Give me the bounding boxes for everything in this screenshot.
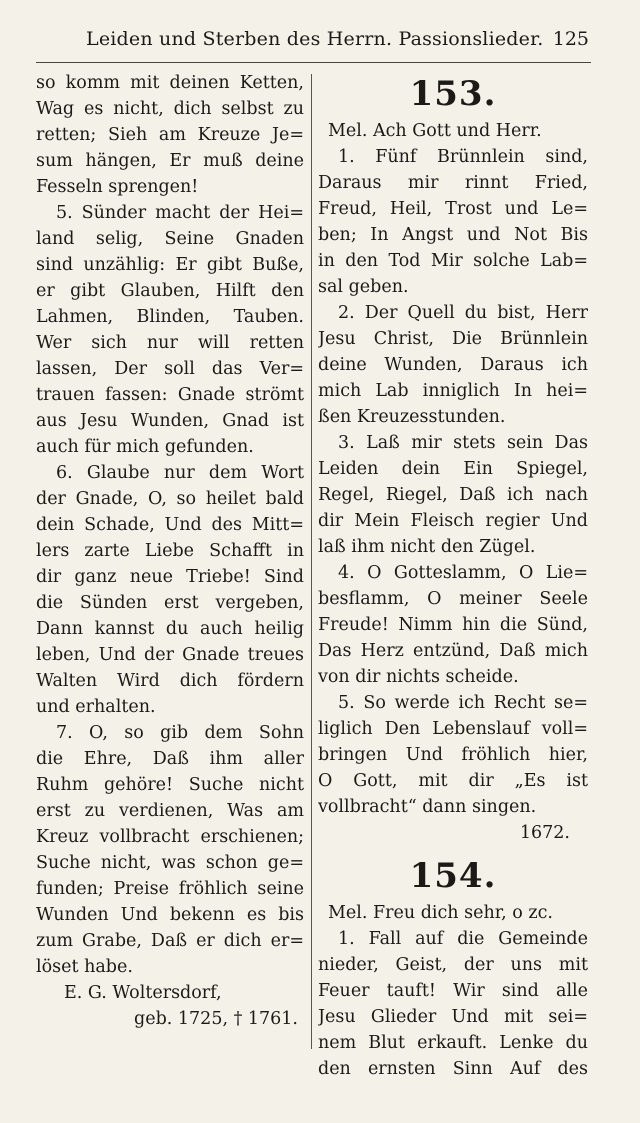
text-line: den ernsten Sinn Auf des xyxy=(318,1059,588,1079)
text-line: Regel, Riegel, Daß ich nach xyxy=(318,485,588,505)
text-line: und erhalten. xyxy=(36,697,156,717)
text-line: Wunden Und bekenn es bis xyxy=(36,905,304,925)
text-line: trauen fassen: Gnade strömt xyxy=(36,385,304,405)
text-line: liglich Den Lebenslauf voll= xyxy=(318,719,588,739)
text-line: nieder, Geist, der uns mit xyxy=(318,955,588,975)
text-line: Lahmen, Blinden, Tauben. xyxy=(36,307,304,327)
text-line: 2. Der Quell du bist, Herr xyxy=(338,303,588,323)
text-line: lassen, Der soll das Ver= xyxy=(36,359,304,379)
text-line: 7. O, so gib dem Sohn xyxy=(56,723,304,743)
text-line: Jesu Glieder Und mit sei= xyxy=(318,1007,588,1027)
page-number: 125 xyxy=(552,28,589,50)
column-divider xyxy=(311,74,312,1049)
text-line: er gibt Glauben, Hilft den xyxy=(36,281,304,301)
text-line: nem Blut erkauft. Lenke du xyxy=(318,1033,588,1053)
text-line: Das Herz entzünd, Daß mich xyxy=(318,641,588,661)
text-line: 1. Fall auf die Gemeinde xyxy=(338,929,588,949)
text-line: Walten Wird dich fördern xyxy=(36,671,304,691)
text-line: besflamm, O meiner Seele xyxy=(318,589,588,609)
left-text-block xyxy=(36,70,304,980)
text-line: aus Jesu Wunden, Gnad ist xyxy=(36,411,304,431)
text-line: die Sünden erst vergeben, xyxy=(36,593,304,613)
text-line: lers zarte Liebe Schafft in xyxy=(36,541,304,561)
text-line: dir Mein Fleisch regier Und xyxy=(318,511,588,531)
text-line: land selig, Seine Gnaden xyxy=(36,229,304,249)
text-line: löset habe. xyxy=(36,957,133,977)
text-line: vollbracht“ dann singen. xyxy=(318,797,537,817)
hymn-number-153: 153. xyxy=(409,74,497,114)
running-title: Leiden und Sterben des Herrn. Passionslieder. xyxy=(86,28,544,50)
text-line: der Gnade, O, so heilet bald xyxy=(36,489,304,509)
text-line: erst zu verdienen, Was am xyxy=(36,801,304,821)
text-line: zum Grabe, Daß er dich er= xyxy=(36,931,304,951)
text-line: die Ehre, Daß ihm aller xyxy=(36,749,304,769)
text-line: Wag es nicht, dich selbst zu xyxy=(36,99,304,119)
text-line: deine Wunden, Daraus ich xyxy=(318,355,588,375)
text-line: Feuer tauft! Wir sind alle xyxy=(318,981,588,1001)
text-line: 1. Fünf Brünnlein sind, xyxy=(338,147,588,167)
text-line: Freud, Heil, Trost und Le= xyxy=(318,199,588,219)
hymn-number-154: 154. xyxy=(409,856,497,896)
text-line: Dann kannst du auch heilig xyxy=(36,619,304,639)
text-line: Leiden dein Ein Spiegel, xyxy=(318,459,588,479)
text-line: Suche nicht, was schon ge= xyxy=(36,853,304,873)
text-line: Kreuz vollbracht erschienen; xyxy=(36,827,304,847)
text-line: Freude! Nimm hin die Sünd, xyxy=(318,615,588,635)
text-line: retten; Sieh am Kreuze Je= xyxy=(36,125,304,145)
text-line: auch für mich gefunden. xyxy=(36,437,254,457)
author-name: E. G. Woltersdorf, xyxy=(64,983,222,1003)
left-column xyxy=(36,70,304,1032)
text-line: dir ganz neue Triebe! Sind xyxy=(36,567,304,587)
text-line: 6. Glaube nur dem Wort xyxy=(56,463,304,483)
text-line: bringen Und fröhlich hier, xyxy=(318,745,588,765)
author-dates: geb. 1725, † 1761. xyxy=(134,1009,298,1029)
text-line: dein Schade, Und des Mitt= xyxy=(36,515,304,535)
text-line: laß ihm nicht den Zügel. xyxy=(318,537,536,557)
text-line: 3. Laß mir stets sein Das xyxy=(338,433,588,453)
text-line: leben, Und der Gnade treues xyxy=(36,645,304,665)
text-line: ben; In Angst und Not Bis xyxy=(318,225,588,245)
text-line: Ruhm gehöre! Suche nicht xyxy=(36,775,304,795)
text-line: ßen Kreuzesstunden. xyxy=(318,407,506,427)
text-line: mich Lab inniglich In hei= xyxy=(318,381,588,401)
text-line: 5. So werde ich Recht se= xyxy=(338,693,588,713)
hymn-154-text xyxy=(318,926,588,1082)
text-line: 5. Sünder macht der Hei= xyxy=(56,203,304,223)
text-line: so komm mit deinen Ketten, xyxy=(36,73,304,93)
text-line: Wer sich nur will retten xyxy=(36,333,304,353)
right-column xyxy=(318,70,588,1082)
melody-154: Mel. Freu dich sehr, o zc. xyxy=(328,903,553,923)
text-line: sal geben. xyxy=(318,277,409,297)
melody-153: Mel. Ach Gott und Herr. xyxy=(328,121,542,141)
text-line: 4. O Gotteslamm, O Lie= xyxy=(338,563,588,583)
hymn-153-year: 1672. xyxy=(519,823,570,843)
text-line: Jesu Christ, Die Brünnlein xyxy=(318,329,588,349)
text-line: funden; Preise fröhlich seine xyxy=(36,879,304,899)
text-line: in den Tod Mir solche Lab= xyxy=(318,251,588,271)
hymn-153-text xyxy=(318,144,588,820)
text-line: O Gott, mit dir „Es ist xyxy=(318,771,588,791)
text-line: sum hängen, Er muß deine xyxy=(36,151,304,171)
header-rule xyxy=(36,62,591,63)
text-line: Fesseln sprengen! xyxy=(36,177,199,197)
text-line: von dir nichts scheide. xyxy=(318,667,519,687)
text-line: sind unzählig: Er gibt Buße, xyxy=(36,255,304,275)
page-header xyxy=(36,24,591,54)
text-line: Daraus mir rinnt Fried, xyxy=(318,173,588,193)
